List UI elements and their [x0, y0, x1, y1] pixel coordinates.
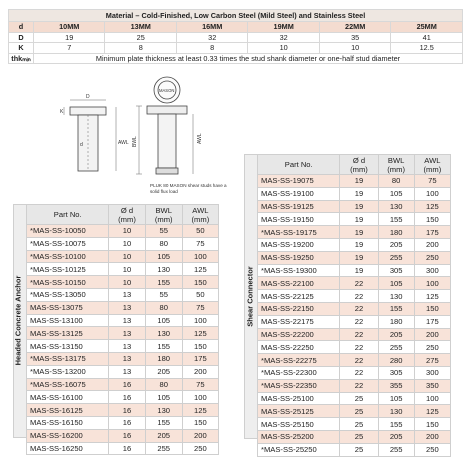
stud-side-drawing [60, 86, 130, 178]
awl-cell: 75 [182, 237, 218, 250]
part-no-cell: *MAS-SS-22300 [258, 366, 340, 379]
awl-cell: 50 [182, 288, 218, 301]
table-row [258, 264, 451, 277]
dim-AWL-right: AWL [197, 133, 203, 144]
awl-cell: 150 [414, 213, 450, 226]
bwl-cell: 205 [145, 365, 182, 378]
stud-shank [158, 114, 176, 168]
table-row [258, 328, 451, 341]
awl-cell: 300 [414, 264, 450, 277]
part-no-cell: *MAS-SS-13050 [27, 288, 109, 301]
table-row [27, 442, 219, 455]
awl-cell: 125 [414, 200, 450, 213]
table-row [258, 200, 451, 213]
col-d: Ø d (mm) [340, 155, 378, 175]
awl-cell: 100 [182, 250, 218, 263]
table-row [258, 175, 451, 188]
table-row [258, 366, 451, 379]
part-no-cell: MAS-SS-22125 [258, 290, 340, 303]
diameter-cell: 16 [109, 416, 145, 429]
diameter-cell: 19 [340, 251, 378, 264]
part-no-cell: *MAS-SS-22275 [258, 354, 340, 367]
bwl-cell: 180 [145, 352, 182, 365]
diameter-cell: 16 [109, 391, 145, 404]
diameter-cell: 16 [109, 429, 145, 442]
diameter-cell: 19 [340, 238, 378, 251]
size-row [9, 22, 463, 33]
table-row [258, 354, 451, 367]
bwl-cell: 130 [145, 263, 182, 276]
awl-cell: 125 [182, 404, 218, 417]
part-no-cell: MAS-SS-22100 [258, 277, 340, 290]
bwl-cell: 255 [378, 341, 414, 354]
table-row [27, 263, 219, 276]
table-row [27, 378, 219, 391]
part-no-cell: *MAS-SS-10150 [27, 276, 109, 289]
size-cell: 13MM [105, 22, 176, 33]
diameter-cell: 10 [109, 237, 145, 250]
awl-cell: 150 [182, 276, 218, 289]
awl-cell: 250 [414, 341, 450, 354]
diameter-cell: 25 [340, 430, 378, 443]
part-no-cell: MAS-SS-22200 [258, 328, 340, 341]
table-row [258, 418, 451, 431]
awl-cell: 150 [414, 418, 450, 431]
K-row [9, 43, 463, 54]
bwl-cell: 80 [145, 378, 182, 391]
diameter-cell: 19 [340, 200, 378, 213]
part-no-cell: MAS-SS-13125 [27, 327, 109, 340]
part-no-cell: *MAS-SS-16075 [27, 378, 109, 391]
diameter-cell: 13 [109, 301, 145, 314]
dim-D: D [86, 94, 90, 100]
part-no-cell: MAS-SS-16200 [27, 429, 109, 442]
awl-cell: 250 [414, 443, 450, 456]
K-cell: 7 [34, 43, 105, 54]
diameter-cell: 22 [340, 379, 378, 392]
awl-cell: 75 [182, 378, 218, 391]
table-row [27, 225, 219, 238]
part-no-cell: MAS-SS-19100 [258, 187, 340, 200]
table-row [258, 213, 451, 226]
diameter-cell: 10 [109, 263, 145, 276]
part-no-cell: *MAS-SS-19175 [258, 226, 340, 239]
bwl-cell: 105 [145, 250, 182, 263]
awl-cell: 200 [182, 365, 218, 378]
diameter-cell: 22 [340, 277, 378, 290]
table-row [258, 430, 451, 443]
table-row [258, 187, 451, 200]
shear-side-label: Shear Connector [245, 266, 255, 327]
bwl-cell: 205 [145, 429, 182, 442]
bwl-cell: 105 [145, 314, 182, 327]
table-row [258, 251, 451, 264]
awl-cell: 100 [414, 277, 450, 290]
bwl-cell: 105 [378, 277, 414, 290]
diameter-cell: 16 [109, 442, 145, 455]
diameter-cell: 13 [109, 340, 145, 353]
bwl-cell: 280 [378, 354, 414, 367]
diameter-cell: 25 [340, 443, 378, 456]
part-no-cell: *MAS-SS-10075 [27, 237, 109, 250]
col-part: Part No. [27, 205, 109, 225]
size-cell: 22MM [319, 22, 390, 33]
table-row [258, 226, 451, 239]
diameter-cell: 19 [340, 187, 378, 200]
awl-cell: 250 [414, 251, 450, 264]
table-row [27, 416, 219, 429]
bwl-cell: 80 [145, 301, 182, 314]
diameter-cell: 22 [340, 315, 378, 328]
bwl-cell: 355 [378, 379, 414, 392]
table-row [258, 277, 451, 290]
bwl-cell: 255 [378, 443, 414, 456]
table-row [258, 392, 451, 405]
bwl-cell: 155 [145, 416, 182, 429]
diameter-cell: 25 [340, 405, 378, 418]
col-awl: AWL (mm) [182, 205, 218, 225]
diameter-cell: 22 [340, 302, 378, 315]
table-row [27, 391, 219, 404]
bwl-cell: 130 [378, 290, 414, 303]
part-no-cell: MAS-SS-19150 [258, 213, 340, 226]
dim-BWL: BWL [132, 136, 138, 147]
diameter-cell: 22 [340, 290, 378, 303]
awl-cell: 200 [182, 429, 218, 442]
col-d: Ø d (mm) [109, 205, 145, 225]
part-no-cell: MAS-SS-19075 [258, 175, 340, 188]
diameter-cell: 25 [340, 418, 378, 431]
part-no-cell: MAS-SS-22250 [258, 341, 340, 354]
part-no-cell: *MAS-SS-13175 [27, 352, 109, 365]
logo-text: MASON [159, 88, 175, 93]
bwl-cell: 130 [145, 327, 182, 340]
dim-AWL: AWL [118, 140, 129, 146]
awl-cell: 175 [414, 226, 450, 239]
size-cell: 16MM [176, 22, 247, 33]
diameter-cell: 13 [109, 365, 145, 378]
anchor-table [26, 204, 219, 455]
bwl-cell: 205 [378, 430, 414, 443]
diameter-cell: 13 [109, 352, 145, 365]
col-awl: AWL (mm) [414, 155, 450, 175]
part-no-cell: MAS-SS-25100 [258, 392, 340, 405]
table-row [258, 302, 451, 315]
part-no-cell: *MAS-SS-10125 [27, 263, 109, 276]
diameter-cell: 16 [109, 404, 145, 417]
awl-cell: 200 [414, 430, 450, 443]
part-no-cell: MAS-SS-25125 [258, 405, 340, 418]
thk-text: Minimum plate thickness at least 0.33 times the stud shank diameter or one-half stud diameter [34, 53, 463, 64]
table-row [27, 276, 219, 289]
material-table [8, 9, 463, 64]
bwl-cell: 205 [378, 238, 414, 251]
awl-cell: 125 [182, 327, 218, 340]
diameter-cell: 19 [340, 226, 378, 239]
bwl-cell: 155 [145, 340, 182, 353]
table-row [27, 250, 219, 263]
diameter-cell: 16 [109, 378, 145, 391]
awl-cell: 100 [414, 187, 450, 200]
part-no-cell: MAS-SS-22175 [258, 315, 340, 328]
bwl-cell: 180 [378, 315, 414, 328]
table-row [258, 443, 451, 456]
table-row [258, 405, 451, 418]
diameter-cell: 10 [109, 276, 145, 289]
part-no-cell: MAS-SS-16250 [27, 442, 109, 455]
diameter-cell: 19 [340, 213, 378, 226]
awl-cell: 150 [182, 340, 218, 353]
bwl-cell: 255 [145, 442, 182, 455]
D-row [9, 32, 463, 43]
awl-cell: 150 [182, 416, 218, 429]
awl-cell: 300 [414, 366, 450, 379]
part-no-cell: MAS-SS-25150 [258, 418, 340, 431]
size-cell: 19MM [248, 22, 319, 33]
awl-cell: 175 [182, 352, 218, 365]
awl-cell: 125 [414, 405, 450, 418]
awl-cell: 200 [414, 238, 450, 251]
dim-K: K [60, 109, 64, 115]
table-row [258, 315, 451, 328]
K-cell: 10 [319, 43, 390, 54]
diameter-cell: 10 [109, 225, 145, 238]
awl-cell: 125 [414, 290, 450, 303]
table-row [258, 290, 451, 303]
awl-cell: 50 [182, 225, 218, 238]
size-cell: 25MM [391, 22, 463, 33]
part-no-cell: MAS-SS-19200 [258, 238, 340, 251]
size-cell: 10MM [34, 22, 105, 33]
K-label: K [9, 43, 34, 54]
bwl-cell: 155 [378, 213, 414, 226]
awl-cell: 100 [182, 314, 218, 327]
table-row [258, 379, 451, 392]
awl-cell: 100 [414, 392, 450, 405]
col-bwl: BWL (mm) [378, 155, 414, 175]
thk-label: thkₘᵢₙ [9, 53, 34, 64]
bwl-cell: 105 [378, 187, 414, 200]
awl-cell: 200 [414, 328, 450, 341]
diameter-cell: 13 [109, 314, 145, 327]
part-no-cell: *MAS-SS-10050 [27, 225, 109, 238]
table-row [27, 288, 219, 301]
table-row [258, 341, 451, 354]
table-row [27, 340, 219, 353]
diameter-cell: 13 [109, 288, 145, 301]
awl-cell: 75 [414, 175, 450, 188]
part-no-cell: *MAS-SS-25250 [258, 443, 340, 456]
shear-table [257, 154, 451, 457]
part-no-cell: *MAS-SS-22350 [258, 379, 340, 392]
part-no-cell: *MAS-SS-10100 [27, 250, 109, 263]
bwl-cell: 80 [378, 175, 414, 188]
table-row [27, 237, 219, 250]
table-row [27, 314, 219, 327]
diameter-cell: 19 [340, 175, 378, 188]
col-bwl: BWL (mm) [145, 205, 182, 225]
part-no-cell: MAS-SS-22150 [258, 302, 340, 315]
bwl-cell: 205 [378, 328, 414, 341]
awl-cell: 275 [414, 354, 450, 367]
D-cell: 32 [176, 32, 247, 43]
bwl-cell: 155 [378, 418, 414, 431]
part-no-cell: MAS-SS-16125 [27, 404, 109, 417]
table-row [258, 238, 451, 251]
table-row [27, 352, 219, 365]
bwl-cell: 155 [378, 302, 414, 315]
bwl-cell: 130 [378, 200, 414, 213]
table-row [27, 429, 219, 442]
diameter-cell: 22 [340, 354, 378, 367]
K-cell: 12.5 [391, 43, 463, 54]
bwl-cell: 130 [378, 405, 414, 418]
bwl-cell: 105 [145, 391, 182, 404]
diameter-cell: 22 [340, 341, 378, 354]
diameter-cell: 22 [340, 328, 378, 341]
D-cell: 25 [105, 32, 176, 43]
D-cell: 41 [391, 32, 463, 43]
material-title: Material – Cold-Finished, Low Carbon Steel (Mild Steel) and Stainless Steel [9, 10, 463, 22]
bwl-cell: 80 [145, 237, 182, 250]
anchor-side-label: Headed Concrete Anchor [13, 275, 23, 366]
awl-cell: 350 [414, 379, 450, 392]
part-no-cell: MAS-SS-16100 [27, 391, 109, 404]
D-cell: 19 [34, 32, 105, 43]
awl-cell: 100 [182, 391, 218, 404]
K-cell: 10 [248, 43, 319, 54]
drawing-caption: PLUK 80 MASON shear studs have a solid flux load [150, 183, 227, 194]
awl-cell: 175 [414, 315, 450, 328]
K-cell: 8 [176, 43, 247, 54]
K-cell: 8 [105, 43, 176, 54]
bwl-cell: 305 [378, 366, 414, 379]
D-cell: 35 [319, 32, 390, 43]
part-no-cell: *MAS-SS-13200 [27, 365, 109, 378]
D-label: D [9, 32, 34, 43]
bwl-cell: 105 [378, 392, 414, 405]
dim-d: d [80, 142, 83, 148]
diameter-cell: 19 [340, 264, 378, 277]
part-no-cell: MAS-SS-13100 [27, 314, 109, 327]
part-no-cell: MAS-SS-25200 [258, 430, 340, 443]
part-no-cell: MAS-SS-19250 [258, 251, 340, 264]
awl-cell: 75 [182, 301, 218, 314]
bwl-cell: 255 [378, 251, 414, 264]
part-no-cell: MAS-SS-13075 [27, 301, 109, 314]
diameter-cell: 13 [109, 327, 145, 340]
awl-cell: 250 [182, 442, 218, 455]
bwl-cell: 130 [145, 404, 182, 417]
D-cell: 32 [248, 32, 319, 43]
bwl-cell: 305 [378, 264, 414, 277]
stud-head [147, 106, 187, 114]
part-no-cell: MAS-SS-19125 [258, 200, 340, 213]
stud-head [70, 107, 106, 115]
bwl-cell: 55 [145, 288, 182, 301]
table-row [27, 301, 219, 314]
stud-ferrule [156, 168, 178, 174]
table-row [27, 327, 219, 340]
d-label: d [9, 22, 34, 33]
bwl-cell: 55 [145, 225, 182, 238]
stud-front-drawing [133, 72, 213, 182]
table-row [27, 365, 219, 378]
bwl-cell: 155 [145, 276, 182, 289]
part-no-cell: MAS-SS-13150 [27, 340, 109, 353]
part-no-cell: MAS-SS-16150 [27, 416, 109, 429]
diameter-cell: 22 [340, 366, 378, 379]
awl-cell: 125 [182, 263, 218, 276]
awl-cell: 150 [414, 302, 450, 315]
table-row [27, 404, 219, 417]
part-no-cell: *MAS-SS-19300 [258, 264, 340, 277]
thk-row [9, 53, 463, 64]
bwl-cell: 180 [378, 226, 414, 239]
col-part: Part No. [258, 155, 340, 175]
diameter-cell: 10 [109, 250, 145, 263]
diameter-cell: 25 [340, 392, 378, 405]
